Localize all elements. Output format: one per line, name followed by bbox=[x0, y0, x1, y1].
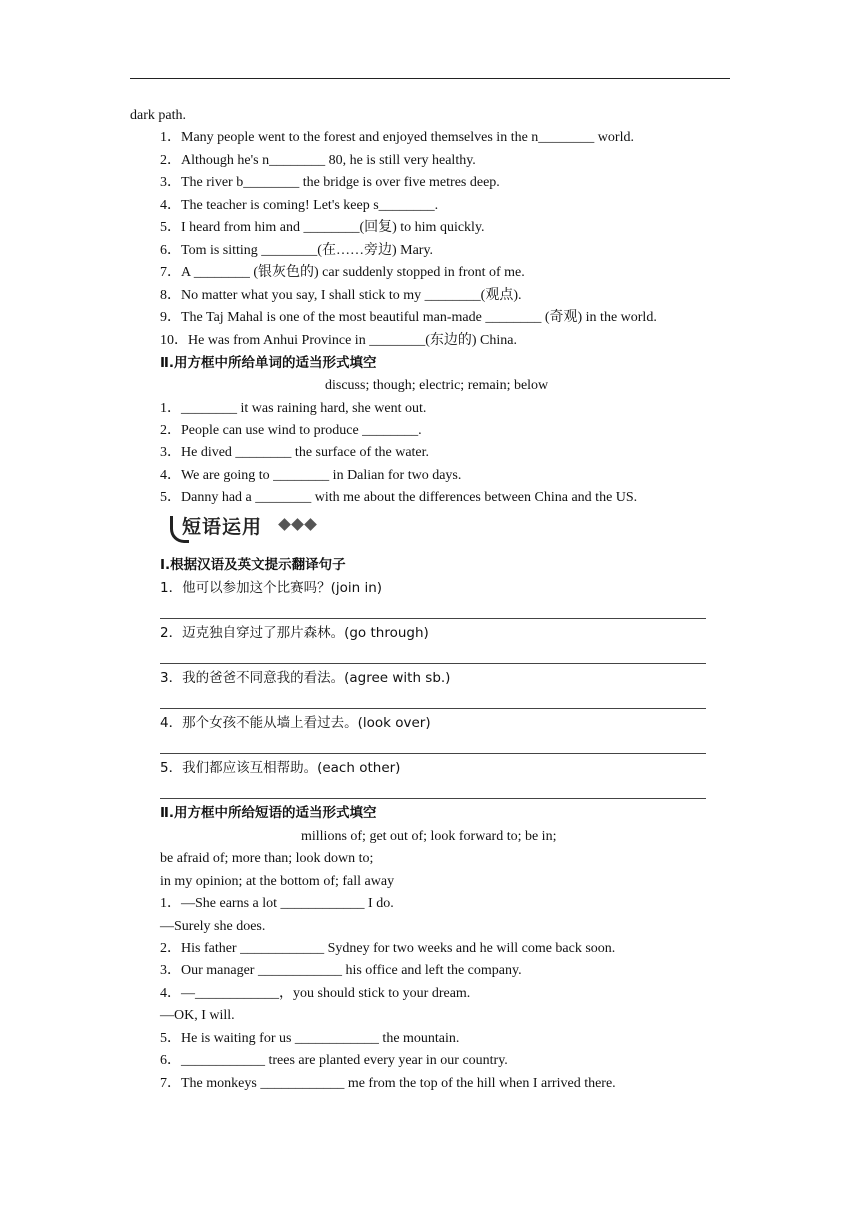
translate-item-5: 5．我们都应该互相帮助。(each other) bbox=[160, 760, 401, 776]
continued-text: dark path. bbox=[130, 108, 186, 123]
word-item-9: 9．The Taj Mahal is one of the most beautiful man-made ________ (奇观) in the world. bbox=[160, 310, 657, 325]
section-heading-word-forms: Ⅱ.用方框中所给单词的适当形式填空 bbox=[160, 355, 377, 371]
word-form-item-5: 5．Danny had a ________ with me about the differences between China and the US. bbox=[160, 490, 638, 505]
phrase-item-1-reply: —Surely she does. bbox=[160, 919, 266, 934]
word-item-5: 5．I heard from him and ________(回复) to him quickly. bbox=[160, 220, 485, 235]
translate-item-2: 2．迈克独自穿过了那片森林。(go through) bbox=[160, 625, 429, 641]
phrase-item-2: 2．His father ____________ Sydney for two weeks and he will come back soon. bbox=[160, 941, 616, 956]
phrase-box-line-1: millions of; get out of; look forward to; be in; bbox=[301, 829, 557, 844]
word-item-7: 7．A ________ (银灰色的) car suddenly stopped in front of me. bbox=[160, 265, 525, 280]
answer-line bbox=[160, 753, 706, 754]
word-item-6: 6．Tom is sitting ________(在……旁边) Mary. bbox=[160, 243, 434, 258]
phrase-item-1: 1．—She earns a lot ____________ I do. bbox=[160, 896, 394, 911]
word-form-item-2: 2．People can use wind to produce ________. bbox=[160, 423, 422, 438]
section-heading-phrases: Ⅱ.用方框中所给短语的适当形式填空 bbox=[160, 805, 377, 821]
section-heading-translate: Ⅰ.根据汉语及英文提示翻译句子 bbox=[160, 557, 346, 573]
phrase-item-7: 7．The monkeys ____________ me from the top of the hill when I arrived there. bbox=[160, 1076, 616, 1091]
word-item-4: 4．The teacher is coming! Let's keep s________. bbox=[160, 198, 439, 213]
word-item-1: 1．Many people went to the forest and enjoyed themselves in the n________ world. bbox=[160, 130, 634, 145]
phrase-item-6: 6．____________ trees are planted every year in our country. bbox=[160, 1053, 508, 1068]
word-item-10: 10．He was from Anhui Province in ________(东边的) China. bbox=[160, 333, 517, 348]
translate-item-3: 3．我的爸爸不同意我的看法。(agree with sb.) bbox=[160, 670, 451, 686]
translate-item-4: 4．那个女孩不能从墙上看过去。(look over) bbox=[160, 715, 431, 731]
answer-line bbox=[160, 798, 706, 799]
translate-item-1: 1．他可以参加这个比赛吗？(join in) bbox=[160, 580, 383, 596]
word-form-item-3: 3．He dived ________ the surface of the water. bbox=[160, 445, 430, 460]
phrase-box-line-3: in my opinion; at the bottom of; fall away bbox=[160, 874, 395, 889]
phrase-item-4: 4．—____________，you should stick to your dream. bbox=[160, 986, 471, 1001]
banner-title: 短语运用 bbox=[182, 516, 263, 538]
phrase-item-3: 3．Our manager ____________ his office and left the company. bbox=[160, 963, 522, 978]
diamond-icon bbox=[304, 518, 317, 531]
header-rule bbox=[130, 78, 730, 79]
phrase-usage-banner bbox=[168, 512, 328, 542]
word-form-item-4: 4．We are going to ________ in Dalian for two days. bbox=[160, 468, 462, 483]
diamond-icon bbox=[278, 518, 291, 531]
word-item-3: 3．The river b________ the bridge is over five metres deep. bbox=[160, 175, 500, 190]
phrase-item-5: 5．He is waiting for us ____________ the mountain. bbox=[160, 1031, 460, 1046]
word-item-8: 8．No matter what you say, I shall stick to my ________(观点). bbox=[160, 288, 522, 303]
phrase-item-4-reply: —OK, I will. bbox=[160, 1008, 235, 1023]
answer-line bbox=[160, 708, 706, 709]
answer-line bbox=[160, 663, 706, 664]
answer-line bbox=[160, 618, 706, 619]
phrase-box-line-2: be afraid of; more than; look down to; bbox=[160, 851, 374, 866]
word-box: discuss; though; electric; remain; below bbox=[325, 378, 549, 393]
word-form-item-1: 1．________ it was raining hard, she went out. bbox=[160, 401, 427, 416]
diamond-icon bbox=[291, 518, 304, 531]
word-item-2: 2．Although he's n________ 80, he is still very healthy. bbox=[160, 153, 476, 168]
